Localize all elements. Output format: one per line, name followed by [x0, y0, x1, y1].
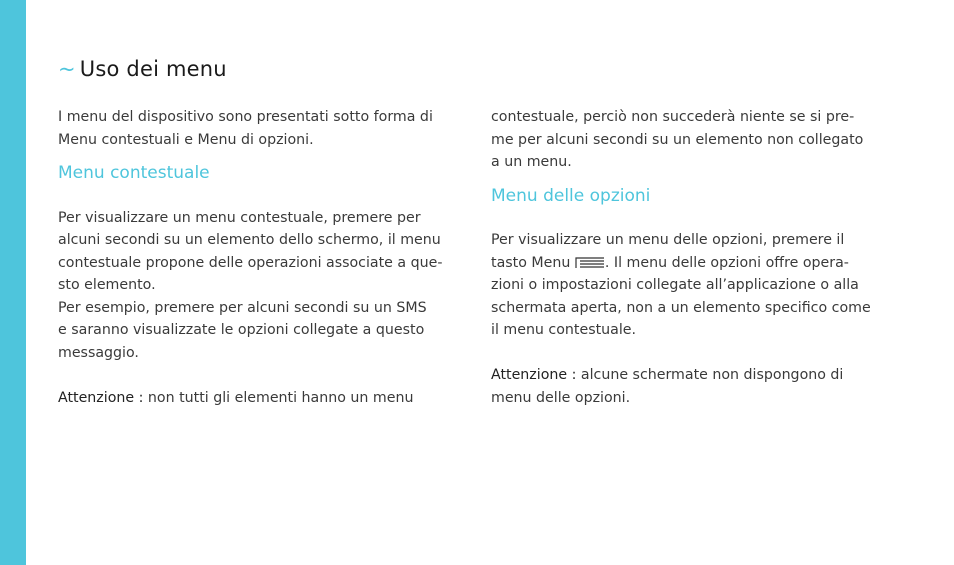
context-menu-paragraph: Per visualizzare un menu contestuale, premere per alcuni secondi su un elemento dello schermo, il menu contestuale propone delle operazioni associate a que- sto elemento. Per esempio, premere per alcuni secondi su un SMS e saranno visualizzate le opzioni collegate a questo messaggio. — [58, 209, 443, 361]
menu-key-icon — [575, 257, 605, 269]
options-menu-paragraph: Per visualizzare un menu delle opzioni, premere il tasto Menu . Il menu delle opzioni offre opera- zioni o impostazioni collegate all’applicazione o alla schermata aperta, non a un elemento specifico come il menu contestuale. — [491, 232, 871, 338]
warning-label: Attenzione : — [58, 389, 144, 406]
title-tilde-symbol: ~ — [58, 57, 76, 81]
warning-label: Attenzione : — [491, 367, 577, 383]
heading-menu-delle-opzioni: Menu delle opzioni — [491, 185, 651, 206]
intro-paragraph: I menu del dispositivo sono presentati sotto forma di Menu contestuali e Menu di opzioni. — [58, 109, 433, 148]
warning-paragraph-left: Attenzione : non tutti gli elementi hanno un menu — [58, 389, 414, 406]
accent-sidebar-bar — [0, 0, 26, 565]
continued-paragraph: contestuale, perciò non succederà niente se si pre- me per alcuni secondi su un elemento non collegato a un menu. — [491, 109, 864, 170]
heading-menu-contestuale: Menu contestuale — [58, 163, 210, 183]
warning-paragraph-right: Attenzione : alcune schermate non dispongono di menu delle opzioni. — [491, 367, 844, 406]
right-column — [491, 106, 885, 409]
title-text: Uso dei menu — [79, 57, 227, 81]
page-title — [58, 57, 227, 81]
left-column — [58, 106, 452, 409]
